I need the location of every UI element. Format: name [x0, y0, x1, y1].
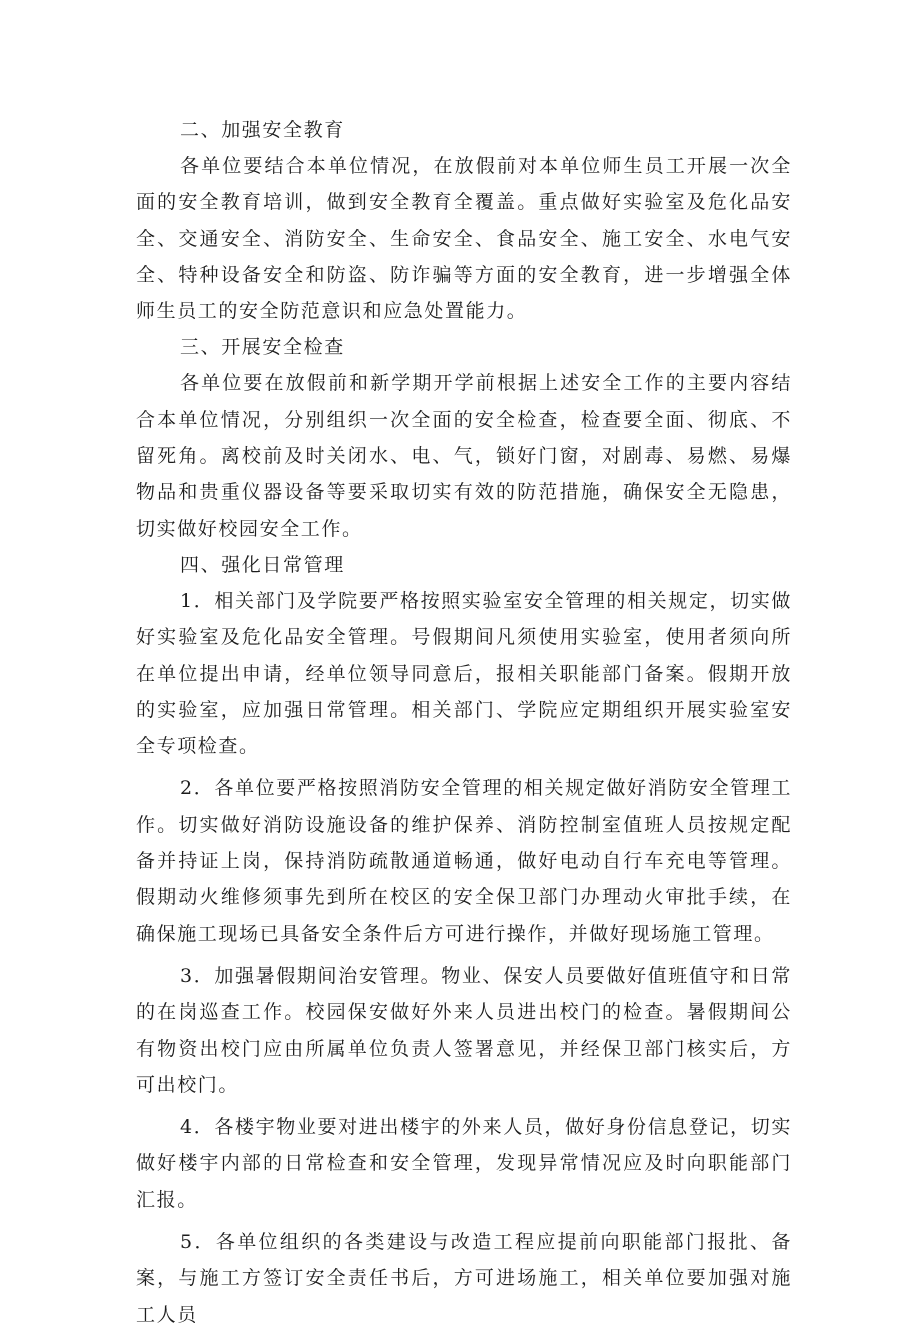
- list-item-construction: 5．各单位组织的各类建设与改造工程应提前向职能部门报批、备案，与施工方签订安全责任书后，方可进场施工，相关单位要加强对施工人员: [136, 1231, 792, 1326]
- document-page: [136, 112, 792, 1333]
- section-body-safety-inspection: 各单位要在放假前和新学期开学前根据上述安全工作的主要内容结合本单位情况，分别组织一次全面的安全检查，检查要全面、彻底、不留死角。离校前及时关闭水、电、气，锁好门窗，对剧毒、易燃、易爆物品和贵重仪器设备等要采取切实有效的防范措施，确保安全无隐患，切实做好校园安全工作。: [136, 372, 792, 540]
- list-item-lab-safety: 1．相关部门及学院要严格按照实验室安全管理的相关规定，切实做好实验室及危化品安全管理。号假期间凡须使用实验室，使用者须向所在单位提出申请，经单位领导同意后，报相关职能部门备案。假期开放的实验室，应加强日常管理。相关部门、学院应定期组织开展实验室安全专项检查。: [136, 589, 792, 758]
- section-body-safety-education: 各单位要结合本单位情况，在放假前对本单位师生员工开展一次全面的安全教育培训，做到安全教育全覆盖。重点做好实验室及危化品安全、交通安全、消防安全、生命安全、食品安全、施工安全、水电气安全、特种设备安全和防盗、防诈骗等方面的安全教育，进一步增强全体师生员工的安全防范意识和应急处置能力。: [136, 155, 792, 323]
- list-item-public-security: 3．加强暑假期间治安管理。物业、保安人员要做好值班值守和日常的在岗巡查工作。校园保安做好外来人员进出校门的检查。暑假期间公有物资出校门应由所属单位负责人签署意见，并经保卫部门核实后，方可出校门。: [136, 964, 792, 1096]
- list-item-building-property: 4．各楼宇物业要对进出楼宇的外来人员，做好身份信息登记，切实做好楼宇内部的日常检查和安全管理，发现异常情况应及时向职能部门汇报。: [136, 1116, 792, 1211]
- section-heading-safety-inspection: 三、开展安全检查: [180, 336, 345, 359]
- list-item-fire-safety: 2．各单位要严格按照消防安全管理的相关规定做好消防安全管理工作。切实做好消防设施设备的维护保养、消防控制室值班人员按规定配备并持证上岗，保持消防疏散通道畅通，做好电动自行车充电等管理。假期动火维修须事先到所在校区的安全保卫部门办理动火审批手续，在确保施工现场已具备安全条件后方可进行操作，并做好现场施工管理。: [136, 777, 792, 945]
- section-heading-daily-management: 四、强化日常管理: [180, 553, 345, 576]
- section-heading-safety-education: 二、加强安全教育: [180, 119, 345, 141]
